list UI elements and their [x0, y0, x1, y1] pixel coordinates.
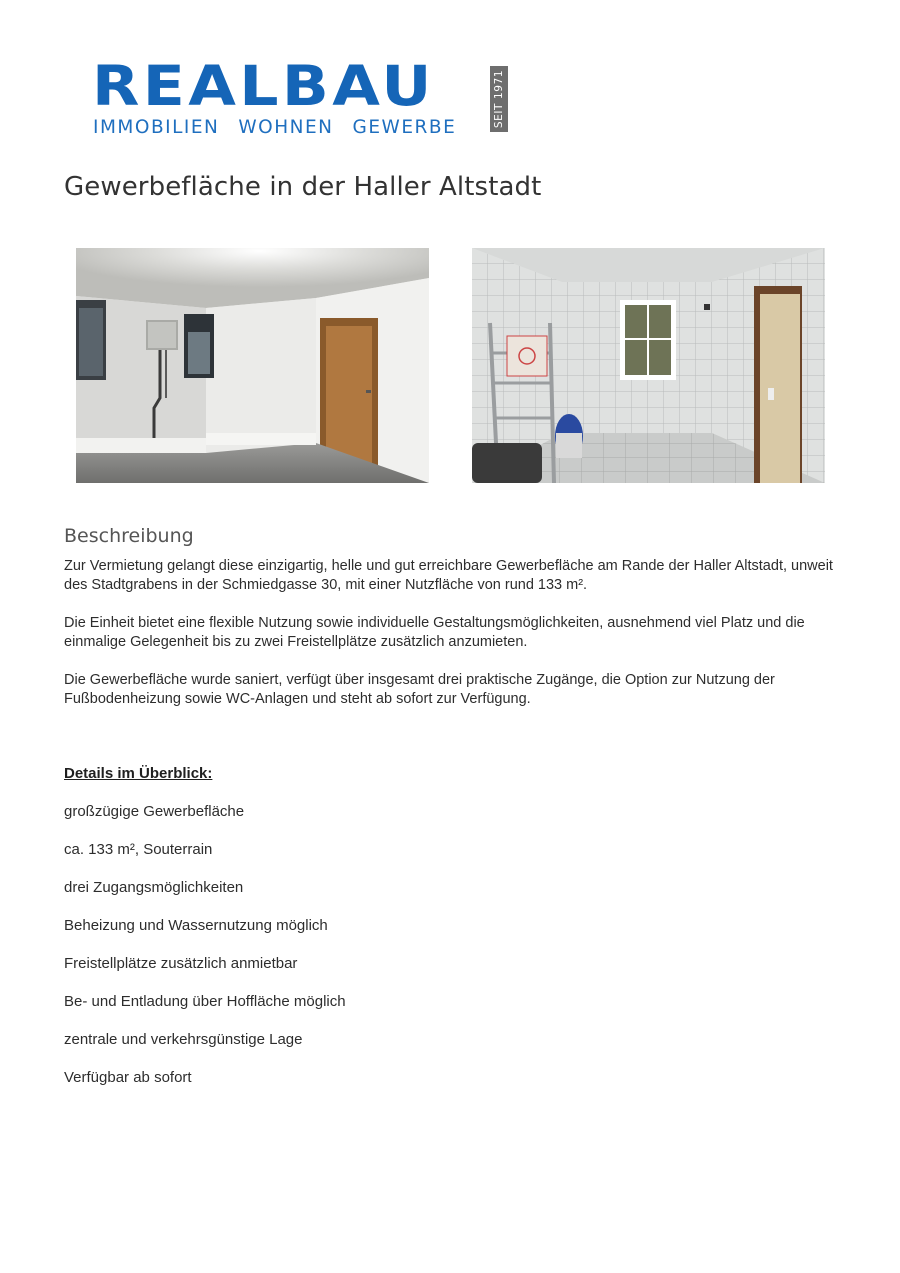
list-item: drei Zugangsmöglichkeiten — [64, 879, 244, 896]
logo-badge-text: SEIT 1971 — [493, 69, 505, 129]
description-paragraph-3: Die Gewerbefläche wurde saniert, verfügt über insgesamt drei praktische Zugänge, die Option zur Nutzung der Fußbodenheizung sowie WC-Anlagen und steht ab sofort zur Verfügung. — [64, 672, 775, 707]
list-item: Beheizung und Wassernutzung möglich — [64, 917, 328, 934]
page-title: Gewerbefläche in der Haller Altstadt — [64, 172, 542, 202]
room-photo-2 — [472, 248, 825, 483]
realbau-logo — [92, 54, 512, 138]
logo-tagline-immobilien: IMMOBILIEN — [93, 117, 220, 138]
description-heading: Beschreibung — [64, 525, 194, 547]
list-item: ca. 133 m², Souterrain — [64, 841, 213, 858]
details-list — [64, 802, 346, 1106]
list-item: zentrale und verkehrsgünstige Lage — [64, 1031, 303, 1048]
logo-badge — [490, 66, 508, 132]
description-paragraph-2: Die Einheit bietet eine flexible Nutzung sowie individuelle Gestaltungsmöglichkeiten, ausnehmend viel Platz und die einmalige Gelegenheit bis zu zwei Freistellplätze zusätzlich anzumieten. — [64, 615, 805, 650]
logo-tagline-gewerbe: GEWERBE — [352, 117, 457, 138]
logo-tagline-wohnen: WOHNEN — [238, 117, 334, 138]
list-item: Be- und Entladung über Hoffläche möglich — [64, 993, 346, 1010]
logo-tagline — [93, 117, 475, 139]
room-photo-1 — [76, 248, 429, 483]
description-paragraph-1: Zur Vermietung gelangt diese einzigartig, helle und gut erreichbare Gewerbefläche am Rande der Haller Altstadt, unweit des Stadtgrabens in der Schmiedgasse 30, mit einer Nutzfläche von rund 133 m². — [64, 558, 833, 593]
details-heading: Details im Überblick: — [64, 765, 213, 782]
list-item: Freistellplätze zusätzlich anmietbar — [64, 955, 298, 972]
list-item: großzügige Gewerbefläche — [64, 803, 245, 820]
logo-brand: REALBAU — [92, 54, 435, 118]
list-item: Verfügbar ab sofort — [64, 1069, 192, 1086]
